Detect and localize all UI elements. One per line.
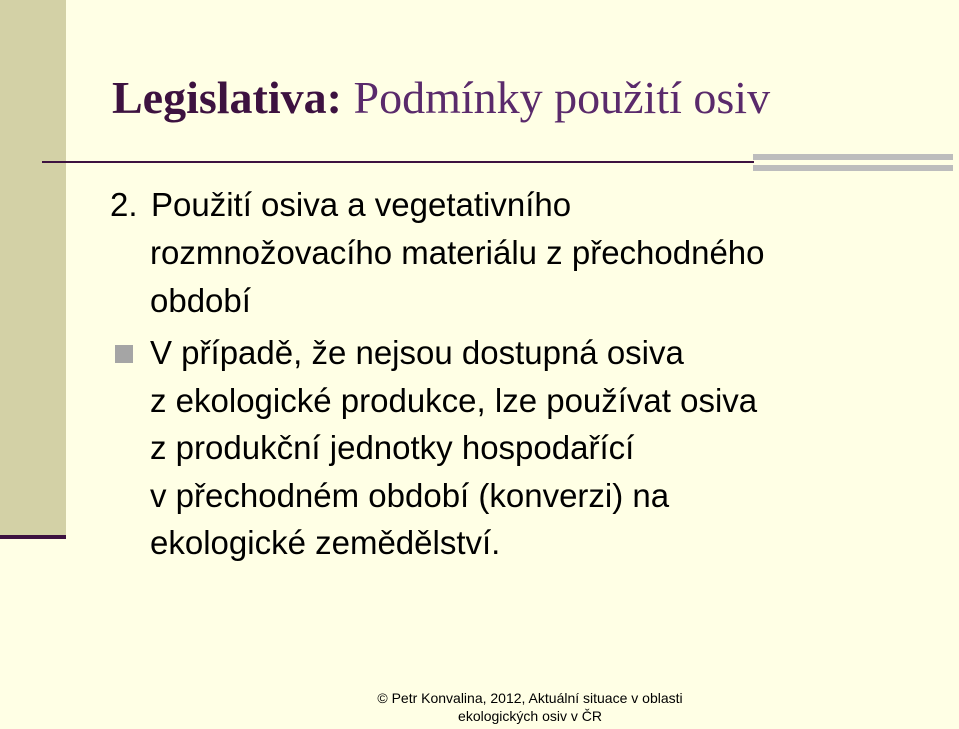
body-line-5: ekologické zemědělství. — [150, 524, 501, 561]
heading-number: 2. — [110, 186, 138, 223]
body-line-3: z produkční jednotky hospodařící — [150, 429, 635, 466]
body-line-1: V případě, že nejsou dostupná osiva — [150, 334, 684, 371]
slide-title-rest: Podmínky použití osiv — [341, 72, 771, 123]
gray-bar-bottom — [753, 165, 953, 171]
footer-line-1: © Petr Konvalina, 2012, Aktuální situace v oblasti — [377, 690, 683, 706]
decorative-gray-bars — [753, 154, 953, 176]
heading-line-2: rozmnožovacího materiálu z přechodného — [150, 234, 765, 271]
body-line-2: z ekologické produkce, lze používat osiva — [150, 381, 758, 419]
heading-line-1-text: Použití osiva a vegetativního — [151, 186, 572, 223]
footer-line-2: ekologických osiv v ČR — [458, 708, 602, 724]
body-line-4: v přechodném období (konverzi) na — [150, 476, 670, 514]
slide-title-bold: Legislativa: — [112, 72, 342, 123]
section-heading — [110, 181, 940, 325]
title-divider — [42, 161, 754, 163]
bullet-paragraph — [150, 329, 930, 567]
slide-footer — [330, 689, 730, 725]
square-bullet-icon — [115, 345, 133, 363]
slide-title — [112, 70, 770, 126]
heading-line-1 — [110, 181, 940, 229]
left-decorative-band — [0, 0, 66, 537]
left-band-accent-line — [0, 535, 66, 539]
heading-line-3: období — [150, 282, 251, 319]
gray-bar-top — [753, 154, 953, 160]
